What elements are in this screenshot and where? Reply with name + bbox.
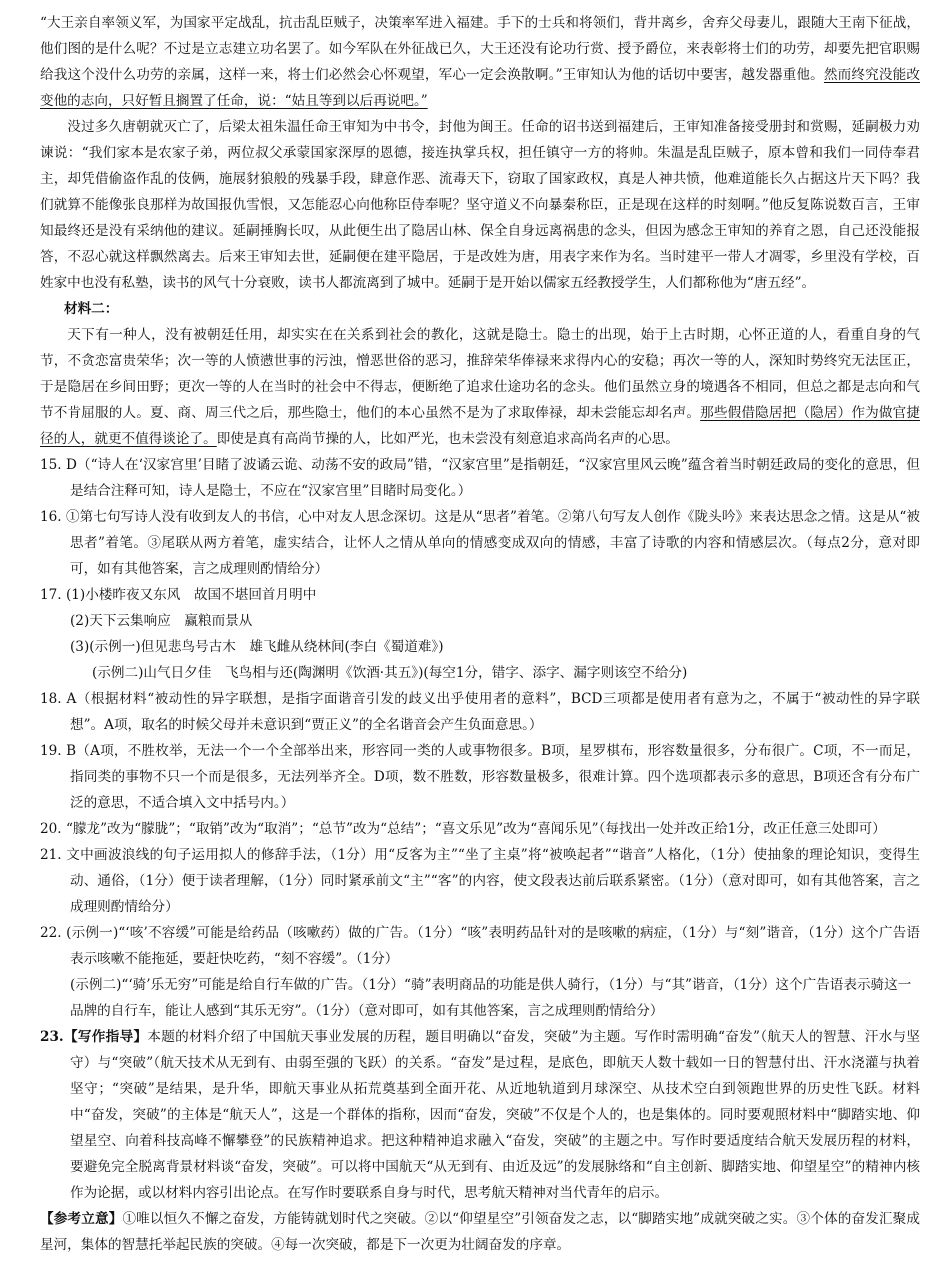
answer-23-reference [40,1206,920,1258]
answer-key-page [40,10,920,1258]
underlined-sentence: 那些假借隐居把（隐居）作为做官捷径的人，就更不值得谈论了。 [40,405,921,447]
writing-guide-text: 本题的材料介绍了中国航天事业发展的历程，题目明确以“奋发，突破”为主题。写作时需明确“奋发”（航天人的智慧、汗水与坚守）与“突破”（航天技术从无到有、由弱至强的飞跃）的关系。“奋发”是过程，是底色，即航天人数十载如一日的智慧付出、汗水浇灌与执着坚守；“突破”是结果，是升华，即航天事业从拓荒奠基到全面开花、从近地轨道到月球深空、从技术空白到领跑世界的历史性飞跃。材料中“奋发，突破”的主体是“航天人”，这是一个群体的指称，因而“奋发，突破”不仅是个人的，也是集体的。同时要观照材料中“脚踏实地、仰望星空、向着科技高峰不懈攀登”的民族精神追求。把这种精神追求融入“奋发，突破”的主题之中。写作时要适度结合航天发展历程的材料，要避免完全脱离背景材料谈“奋发，突破”。可以将中国航天“从无到有、由近及远”的发展脉络和“自主创新、脚踏实地、仰望星空”的精神内核作为论据，或以材料内容引出论点。在写作时要联系自身与时代，思考航天精神对当代青年的启示。 [70,1029,920,1201]
answer-17-line-4: (示例二)山气日夕佳 飞鸟相与还(陶渊明《饮酒·其五》)(每空1分，错字、添字、漏字则该空不给分) [92,665,688,681]
reference-text: ①唯以恒久不懈之奋发，方能铸就划时代之突破。②以“仰望星空”引领奋发之志，以“脚踏实地”成就突破之实。③个体的奋发汇聚成星河，集体的智慧托举起民族的突破。④每一次突破，都是下一次更为壮阔奋发的序章。 [40,1211,921,1253]
answer-20: 20. “朦龙”改为“朦胧”；“取销”改为“取消”；“总节”改为“总结”；“喜文乐见”改为“喜闻乐见”（每找出一处并改正给1分，改正任意三处即可） [40,821,886,837]
material1-text: “大王亲自率领义军，为国家平定战乱，抗击乱臣贼子，决策率军进入福建。手下的士兵和将领们，背井离乡，舍弃父母妻儿，跟随大王南下征战，他们图的是什么呢？不过是立志建立功名罢了。如今军队在外征战已久，大王还没有论功行赏、授予爵位，来表彰将士们的功劳，却要先把官职赐给我这个没什么功劳的亲属，这样一来，将士们必然会心怀观望，军心一定会涣散啊。”王审知认为他的话切中要害，越发器重他。 [40,15,920,83]
answer-17-line-3: (3)(示例一)但见悲鸟号古木 雄飞雌从绕林间(李白《蜀道难》) [70,639,444,655]
material2-text: 天下有一种人，没有被朝廷任用，却实实在在关系到社会的教化，这就是隐士。隐士的出现，始于上古时期，心怀正道的人，看重自身的气节，不贪恋富贵荣华；次一等的人愤懑世事的污浊，憎恶世俗的恶习，推辞荣华俸禄来求得内心的安稳；再次一等的人，深知时势终究无法匡正，于是隐居在乡间田野；更次一等的人在当时的社会中不得志，便断绝了追求仕途功名的念头。他们虽然立身的境遇各不相同，但总之都是志向和气节不肯屈服的人。夏、商、周三代之后，那些隐士，他们的本心虽然不是为了求取俸禄，却未尝能忘却名声。 [40,327,920,421]
answer-19: 19. B（A项，不胜枚举，无法一个一个全部举出来，形容同一类的人或事物很多。B项，星罗棋布，形容数量很多，分布很广。C项，不一而足，指同类的事物不只一个而是很多，无法列举齐全。D项，数不胜数，形容数量极多，很难计算。四个选项都表示多的意思，B项还含有分布广泛的意思，不适合填入文中括号内。） [40,743,920,811]
underlined-sentence: 然而终究没能改变他的志向，只好暂且搁置了任命，说：“姑且等到以后再说吧。” [40,67,921,109]
material1-paragraph-1 [40,10,920,114]
answer-22-example-2: (示例二)“‘骑’乐无穷”可能是给自行车做的广告。（1分）“骑”表明商品的功能是供人骑行，（1分）与“其”谐音，（1分）这个广告语表示骑这一品牌的自行车，能让人感到“其乐无穷”。（1分）（意对即可，如有其他答案，言之成理则酌情给分） [70,977,912,1019]
material2-paragraph [40,322,920,452]
material1-paragraph-2: 没过多久唐朝就灭亡了，后梁太祖朱温任命王审知为中书令，封他为闽王。任命的诏书送到福建后，王审知准备接受册封和赏赐，延嗣极力劝谏说：“我们家本是农家子弟，两位叔父承蒙国家深厚的恩德，接连执掌兵权，担任镇守一方的将帅。朱温是乱臣贼子，原本曾和我们一同侍奉君主，却凭借偷盗作乱的伎俩，施展豺狼般的残暴手段，肆意作恶、流毒天下，窃取了国家政权，真是人神共愤，他难道能长久占据这片天下吗？我们就算不能像张良那样为故国报仇雪恨，又怎能忍心向他称臣侍奉呢？坚守道义不向暴秦称臣，正是现在这样的时刻啊。”他反复陈说数百言，王审知最终还是没有采纳他的建议。延嗣捶胸长叹，从此便生出了隐居山林、保全自身远离祸患的念头，但因为感念王审知的养育之恩，自己还没能报答，不忍心就这样飘然离去。后来王审知去世，延嗣便在建平隐居，于是改姓为唐，用表字来作为名。当时建平一带人才凋零，乡里没有学校，百姓家中也没有私塾，读书的风气十分衰败，读书人都流离到了城中。延嗣于是开始以儒家五经教授学生，人们都称他为“唐五经”。 [40,119,920,291]
answer-17-line-2: (2)天下云集响应 赢粮而景从 [70,613,253,629]
answer-21: 21. 文中画波浪线的句子运用拟人的修辞手法，（1分）用“反客为主”“坐了主桌”将“被唤起者”“谐音”人格化，（1分）使抽象的理论知识，变得生动、通俗，（1分）便于读者理解，（1分）同时紧承前文“主”“客”的内容，使文段表达前后联系紧密。（1分）（意对即可，如有其他答案，言之成理则酌情给分） [40,847,920,915]
writing-guide-label: 23.【写作指导】 [40,1029,148,1045]
material2-text-end: 即使是真有高尚节操的人，比如严光，也未尝没有刻意追求高尚名声的心思。 [216,431,679,447]
answer-16: 16. ①第七句写诗人没有收到友人的书信，心中对友人思念深切。这是从“思者”着笔。②第八句写友人创作《陇头吟》来表达思念之情。这是从“被思者”着笔。③尾联从两方着笔，虚实结合，让怀人之情从单向的情感变成双向的情感，丰富了诗歌的内容和情感层次。（每点2分，意对即可，如有其他答案，言之成理则酌情给分） [40,509,920,577]
answer-17-line-1: 17. (1)小楼昨夜又东风 故国不堪回首月明中 [40,587,317,603]
reference-label: 【参考立意】 [40,1211,123,1227]
answer-18: 18. A（根据材料“被动性的异字联想，是指字面谐音引发的歧义出乎使用者的意料”，BCD三项都是使用者有意为之，不属于“被动性的异字联想”。A项，取名的时候父母并未意识到“贾正义”的全名谐音会产生负面意思。） [40,691,920,733]
answer-15: 15. D（“诗人在‘汉家宫里’目睹了波谲云诡、动荡不安的政局”错，“汉家宫里”是指朝廷，“汉家宫里风云晚”蕴含着当时朝廷政局的变化的意思，但是结合注释可知，诗人是隐士，不应在“汉家宫里”目睹时局变化。） [40,457,920,499]
material2-heading: 材料二： [64,301,119,317]
answer-22-example-1: 22. (示例一)“‘咳’不容缓”可能是给药品（咳嗽药）做的广告。（1分）“咳”表明药品针对的是咳嗽的病症，（1分）与“刻”谐音，（1分）这个广告语表示咳嗽不能拖延，要赶快吃药，“刻不容缓”。（1分） [40,925,920,967]
answer-23-guide [40,1024,920,1206]
